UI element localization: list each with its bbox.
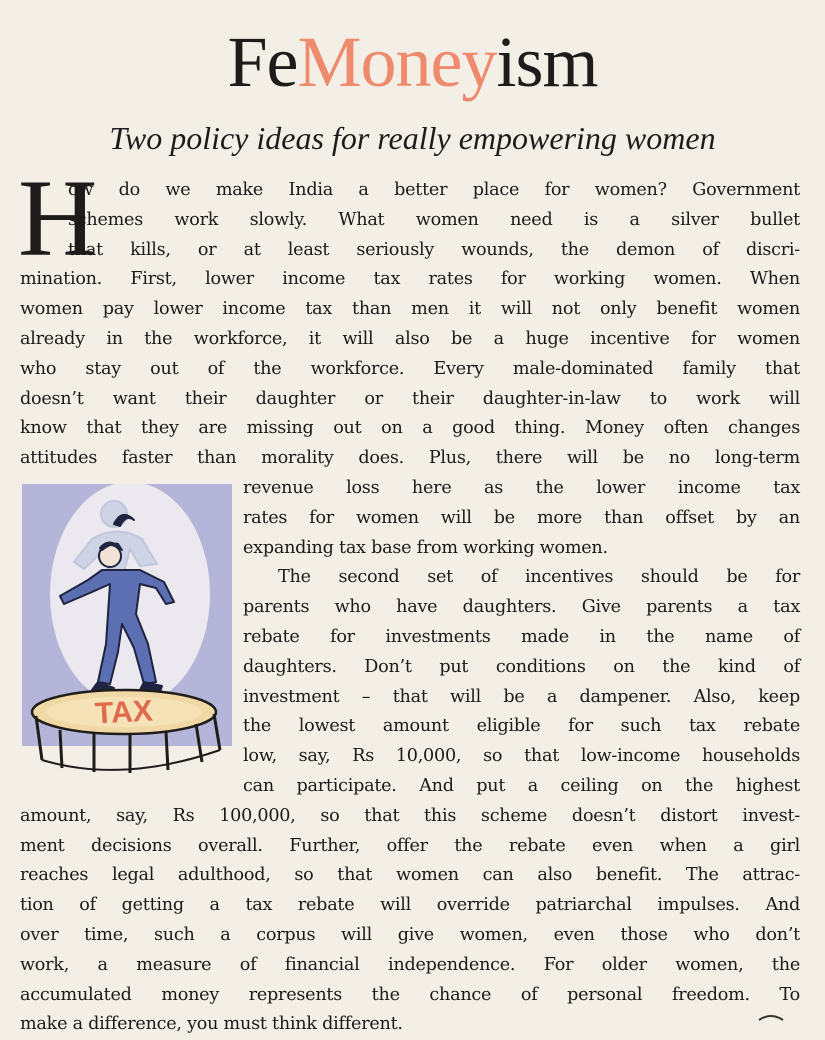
text-line: reaches legal adulthood, so that women can also benefit. The attrac- bbox=[20, 865, 800, 886]
text-line: the lowest amount eligible for such tax rebate bbox=[243, 716, 800, 737]
text-line: can participate. And put a ceiling on the highest bbox=[243, 775, 800, 796]
text-line: doesn’t want their daughter or their daughter-in-law to work will bbox=[20, 388, 800, 409]
article-headline: Two policy ideas for really empowering women bbox=[109, 120, 716, 156]
text-line: over time, such a corpus will give women, even those who don’t bbox=[20, 924, 800, 945]
text-line: expanding tax base from working women. bbox=[243, 537, 608, 558]
text-line: tion of getting a tax rebate will override patriarchal impulses. And bbox=[20, 895, 800, 916]
text-line: schemes work slowly. What women need is a silver bullet bbox=[68, 209, 800, 230]
trampoline-tax-label: TAX bbox=[94, 694, 154, 731]
masthead-highlight: Money bbox=[297, 22, 497, 102]
text-line: ow do we make India a better place for women? Government bbox=[68, 180, 800, 200]
text-line: that kills, or at least seriously wounds, the demon of discri- bbox=[68, 239, 800, 260]
text-line: women pay lower income tax than men it will not only benefit women bbox=[20, 299, 800, 320]
text-line: accumulated money represents the chance of personal freedom. To bbox=[20, 984, 800, 1005]
text-line: investment – that will be a dampener. Also, keep bbox=[243, 686, 800, 707]
text-line: ment decisions overall. Further, offer the rebate even when a girl bbox=[20, 835, 800, 856]
masthead-part1: Fe bbox=[227, 22, 298, 102]
text-line: rates for women will be more than offset by an bbox=[243, 507, 800, 528]
masthead-part2: ism bbox=[496, 22, 598, 102]
text-line: The second set of incentives should be for bbox=[278, 567, 800, 588]
text-line: make a difference, you must think different. bbox=[20, 1014, 403, 1035]
text-line: already in the workforce, it will also be a huge incentive for women bbox=[20, 328, 800, 349]
column-masthead bbox=[0, 22, 825, 102]
drop-cap: H bbox=[18, 157, 98, 279]
text-line: who stay out of the workforce. Every male-dominated family that bbox=[20, 358, 800, 379]
page-fold-mark bbox=[757, 1012, 785, 1022]
text-line: parents who have daughters. Give parents a tax bbox=[243, 597, 800, 618]
trampoline-illustration bbox=[22, 484, 232, 774]
text-line: amount, say, Rs 100,000, so that this scheme doesn’t distort invest- bbox=[20, 805, 800, 826]
text-line: low, say, Rs 10,000, so that low-income households bbox=[243, 746, 800, 767]
text-line: daughters. Don’t put conditions on the kind of bbox=[243, 656, 800, 677]
text-line: revenue loss here as the lower income tax bbox=[243, 477, 800, 498]
text-line: attitudes faster than morality does. Plus, there will be no long-term bbox=[20, 448, 800, 469]
text-line: rebate for investments made in the name of bbox=[243, 626, 800, 647]
text-line: mination. First, lower income tax rates for working women. When bbox=[20, 269, 800, 290]
text-line: know that they are missing out on a good thing. Money often changes bbox=[20, 418, 800, 439]
text-line: work, a measure of financial independence. For older women, the bbox=[20, 954, 800, 975]
